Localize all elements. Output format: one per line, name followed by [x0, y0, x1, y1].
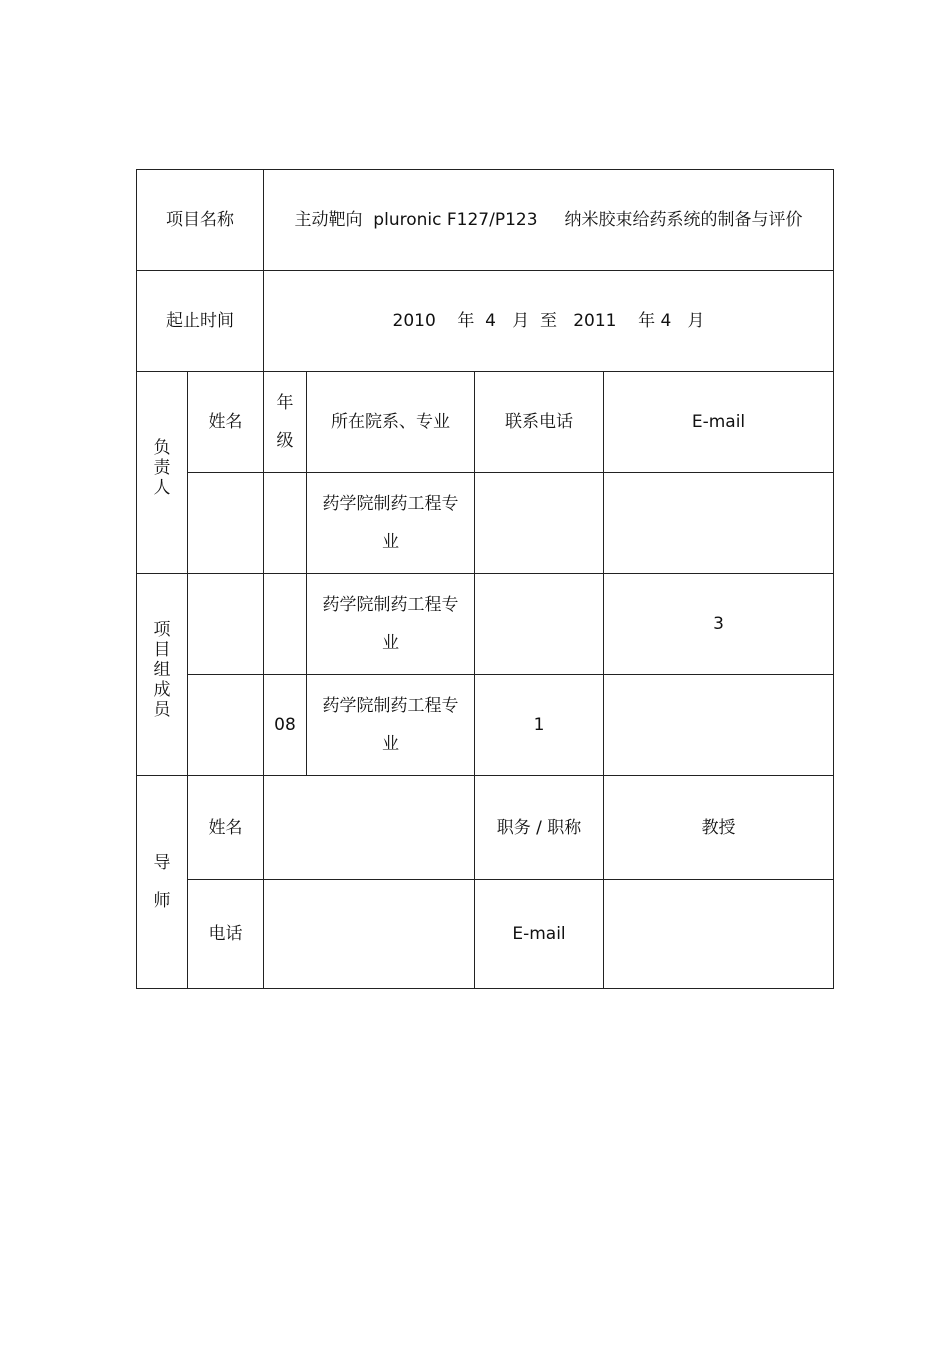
- leader-email-cell: [604, 473, 834, 574]
- leader-header-phone: 联系电话: [475, 372, 604, 473]
- advisor-email-label: E-mail: [475, 880, 604, 989]
- advisor-title-label: 职务 / 职称: [475, 776, 604, 880]
- advisor-section-text: 导师: [153, 853, 171, 911]
- members-section-label: [137, 574, 188, 776]
- member-1-phone: [475, 574, 604, 675]
- advisor-row-1: [137, 776, 834, 880]
- period-row: [137, 271, 834, 372]
- member-1-dept: [307, 574, 475, 675]
- leader-header-grade-text: 年级: [276, 393, 294, 451]
- member-2-phone: 1: [475, 675, 604, 776]
- member-1-grade: [264, 574, 307, 675]
- project-name-label: 项目名称: [137, 170, 264, 271]
- advisor-row-2: [137, 880, 834, 989]
- member-1-email: 3: [604, 574, 834, 675]
- leader-section-label: [137, 372, 188, 574]
- period-label: 起止时间: [137, 271, 264, 372]
- period-text: 2010 年 4 月 至 2011 年 4 月: [392, 311, 705, 331]
- advisor-phone-value: [264, 880, 475, 989]
- leader-header-email: E-mail: [604, 372, 834, 473]
- leader-header-row: [137, 372, 834, 473]
- member-1-dept-text: 药学院制药工程专业: [322, 595, 459, 653]
- member-2-name: [188, 675, 264, 776]
- members-section-text: 项目组成员: [153, 620, 171, 720]
- advisor-email-value: [604, 880, 834, 989]
- project-name-text: 主动靶向 pluronic F127/P123 纳米胶束给药系统的制备与评价: [294, 210, 803, 230]
- leader-header-dept: 所在院系、专业: [307, 372, 475, 473]
- leader-section-text: 负责人: [153, 438, 171, 498]
- advisor-section-label: [137, 776, 188, 989]
- advisor-name-label: 姓名: [188, 776, 264, 880]
- member-2-grade: 08: [264, 675, 307, 776]
- leader-header-grade: [264, 372, 307, 473]
- project-name-row: [137, 170, 834, 271]
- leader-name-cell: [188, 473, 264, 574]
- advisor-name-value: [264, 776, 475, 880]
- leader-phone-cell: [475, 473, 604, 574]
- leader-dept-text: 药学院制药工程专业: [322, 494, 459, 552]
- member-row-1: [137, 574, 834, 675]
- period-value: [264, 271, 834, 372]
- member-2-dept: [307, 675, 475, 776]
- advisor-title-value: 教授: [604, 776, 834, 880]
- leader-header-name: 姓名: [188, 372, 264, 473]
- member-1-name: [188, 574, 264, 675]
- advisor-phone-label: 电话: [188, 880, 264, 989]
- application-form-table: [136, 169, 834, 989]
- leader-grade-cell: [264, 473, 307, 574]
- member-2-dept-text: 药学院制药工程专业: [322, 696, 459, 754]
- member-2-email: [604, 675, 834, 776]
- leader-data-row: [137, 473, 834, 574]
- project-name-value: [264, 170, 834, 271]
- member-row-2: [137, 675, 834, 776]
- leader-dept-cell: [307, 473, 475, 574]
